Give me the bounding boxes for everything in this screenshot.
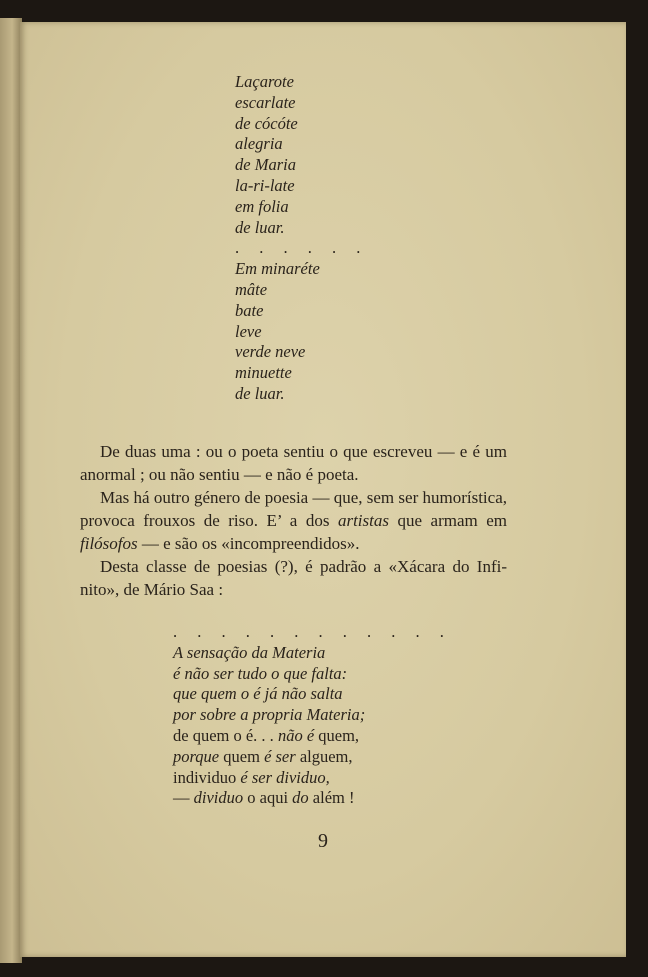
verse-emphasis: dividuo — [193, 788, 244, 808]
verse-line: é não ser tudo o que falta: — [173, 663, 348, 683]
verse-line: mâte — [235, 279, 268, 299]
prose-line: Mas há outro género de poesia — que, sem ser humorística, — [100, 488, 507, 507]
verse-line: por sobre a propria Materia; — [173, 705, 366, 725]
verse-line: alegria — [235, 134, 283, 154]
prose-line: nito», de Mário Saa : — [80, 580, 224, 599]
verse-text: o aqui — [243, 788, 293, 808]
verse-emphasis: porque — [173, 746, 220, 766]
verse-text: além ! — [308, 788, 355, 808]
verse-line: de luar. — [235, 217, 285, 237]
verse-ellipsis: . . . . . . . . . . . . — [173, 622, 452, 641]
verse-line: Em minaréte — [235, 259, 320, 279]
verse-text: quem, — [314, 725, 360, 745]
prose-emphasis: artistas — [337, 511, 389, 530]
prose-line — [80, 532, 507, 555]
verse-line: Laçarote — [235, 72, 294, 91]
verse-line: de luar. — [235, 383, 285, 403]
prose-line — [80, 509, 507, 532]
verse-emphasis: é ser — [264, 746, 296, 766]
verse-line — [173, 726, 452, 747]
verse-line: A sensação da Materia — [173, 642, 326, 662]
verse-line: leve — [235, 321, 262, 341]
verse-line: minuette — [235, 363, 292, 383]
verse-xacara-do-infinito — [173, 622, 452, 809]
prose-line: anormal ; ou não sentiu — e não é poeta. — [80, 465, 359, 484]
verse-line — [173, 747, 452, 768]
verse-emphasis: é ser dividuo, — [240, 767, 330, 787]
verse-line: de cócóte — [235, 113, 298, 133]
verse-text: de quem o é. . . — [173, 725, 278, 745]
verse-line: verde neve — [235, 342, 306, 362]
prose-line: Desta classe de poesias (?), é padrão a «Xácara do Infi- — [100, 557, 507, 576]
verse-line: escarlate — [235, 92, 296, 112]
book-spine — [0, 18, 22, 963]
prose-emphasis: filósofos — [80, 534, 138, 553]
verse-ellipsis: . . . . . . — [235, 238, 369, 258]
verse-line — [173, 788, 452, 809]
verse-line: bate — [235, 300, 264, 320]
prose-line: De duas uma : ou o poeta sentiu o que escreveu — e é um — [100, 442, 507, 461]
verse-laçarote — [235, 72, 368, 405]
verse-emphasis: do — [292, 788, 309, 808]
prose-body — [80, 440, 507, 601]
prose-text: — e são os «incompreendidos». — [137, 534, 360, 553]
verse-emphasis: não é — [277, 725, 315, 745]
verse-line — [173, 768, 452, 789]
prose-text: que armam em — [388, 511, 508, 530]
verse-line: la-ri-late — [235, 175, 295, 195]
page-number: 9 — [318, 830, 328, 852]
verse-line: em folia — [235, 196, 289, 216]
verse-text: individuo — [173, 767, 241, 787]
book-page — [20, 22, 626, 957]
prose-text: provoca frouxos de riso. E’ a dos — [80, 511, 338, 530]
verse-line: de Maria — [235, 155, 296, 175]
verse-text: alguem, — [295, 746, 353, 766]
verse-line: que quem o é já não salta — [173, 684, 343, 704]
verse-text: — — [173, 788, 194, 808]
verse-text: quem — [219, 746, 265, 766]
